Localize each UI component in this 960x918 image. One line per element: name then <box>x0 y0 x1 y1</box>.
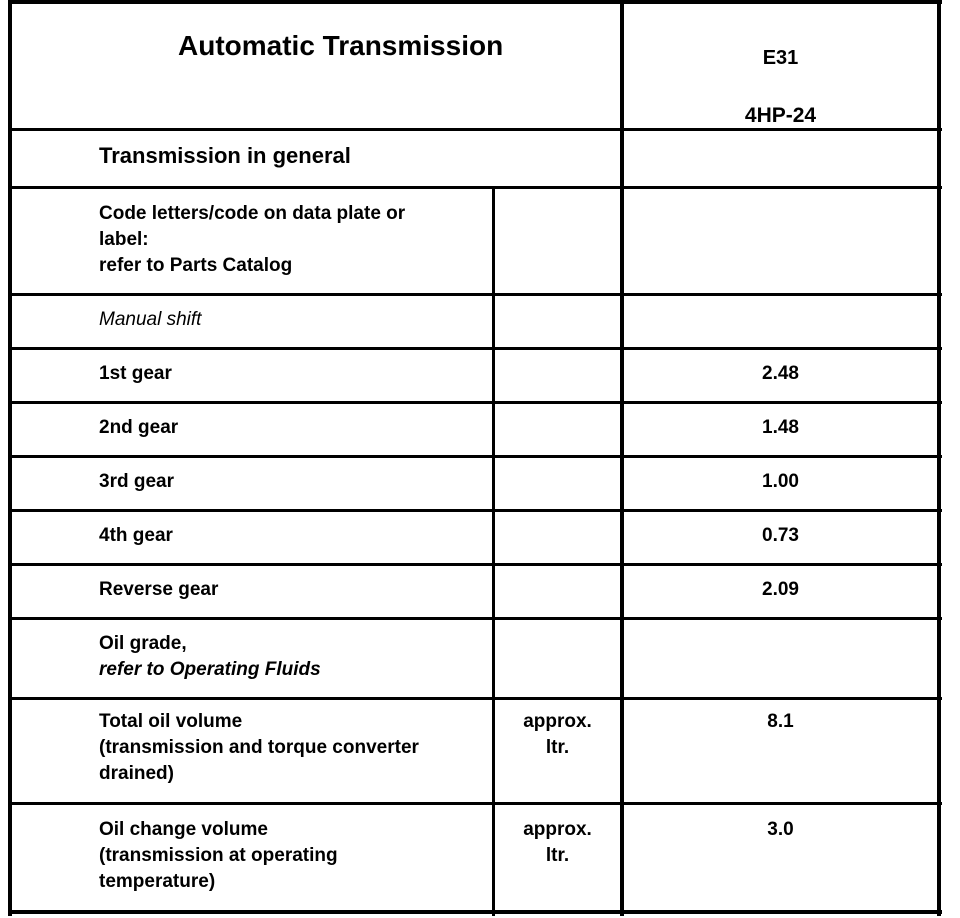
total-oil-unit-approx: approx. <box>523 711 592 732</box>
gear-value-reverse: 2.09 <box>762 579 799 600</box>
row-divider <box>8 455 942 458</box>
oil-change-unit-approx: approx. <box>523 819 592 840</box>
total-oil-unit-ltr: ltr. <box>545 737 570 758</box>
oil-change-label <box>99 817 338 895</box>
gear-label-reverse: Reverse gear <box>99 579 219 600</box>
border-left <box>8 0 12 916</box>
oil-change-unit <box>495 817 620 869</box>
gear-label-3rd: 3rd gear <box>99 471 174 492</box>
table-title: Automatic Transmission <box>178 30 504 61</box>
code-line-3: refer to Parts Catalog <box>99 255 293 276</box>
gear-value-2nd: 1.48 <box>762 417 799 438</box>
border-top <box>8 0 942 4</box>
vehicle-model: E31 <box>762 47 799 69</box>
total-oil-value: 8.1 <box>767 711 794 732</box>
gear-value-1st: 2.48 <box>762 363 799 384</box>
gear-label-2nd: 2nd gear <box>99 417 179 438</box>
oil-change-unit-ltr: ltr. <box>545 845 570 866</box>
border-bottom <box>8 910 942 914</box>
gear-value-4th: 0.73 <box>762 525 799 546</box>
oil-grade-label <box>99 631 321 683</box>
oil-grade-line-1: Oil grade, <box>99 633 187 654</box>
total-oil-line-1: Total oil volume <box>99 711 243 732</box>
column-divider-unit <box>492 187 495 916</box>
row-divider <box>8 401 942 404</box>
code-line-1: Code letters/code on data plate or <box>99 203 406 224</box>
row-divider <box>8 347 942 350</box>
oil-change-value: 3.0 <box>767 819 794 840</box>
code-line-2: label: <box>99 229 149 250</box>
row-divider <box>8 186 942 189</box>
gear-label-1st: 1st gear <box>99 363 172 384</box>
column-divider-main <box>620 0 624 916</box>
row-divider <box>8 617 942 620</box>
border-right <box>937 0 941 916</box>
total-oil-label <box>99 709 419 787</box>
total-oil-unit <box>495 709 620 761</box>
row-divider <box>8 509 942 512</box>
row-divider <box>8 293 942 296</box>
row-divider <box>8 697 942 700</box>
oil-change-line-2: (transmission at operating <box>99 845 338 866</box>
section-heading: Transmission in general <box>99 143 351 168</box>
transmission-type: 4HP-24 <box>744 104 817 127</box>
row-divider <box>8 802 942 805</box>
gear-label-4th: 4th gear <box>99 525 173 546</box>
row-divider <box>8 563 942 566</box>
code-letters-label <box>99 201 405 279</box>
oil-change-line-3: temperature) <box>99 871 216 892</box>
manual-shift-label: Manual shift <box>99 309 202 330</box>
total-oil-line-2: (transmission and torque converter <box>99 737 419 758</box>
oil-grade-reference: refer to Operating Fluids <box>99 659 321 680</box>
oil-change-line-1: Oil change volume <box>99 819 268 840</box>
gear-value-3rd: 1.00 <box>762 471 799 492</box>
total-oil-line-3: drained) <box>99 763 174 784</box>
